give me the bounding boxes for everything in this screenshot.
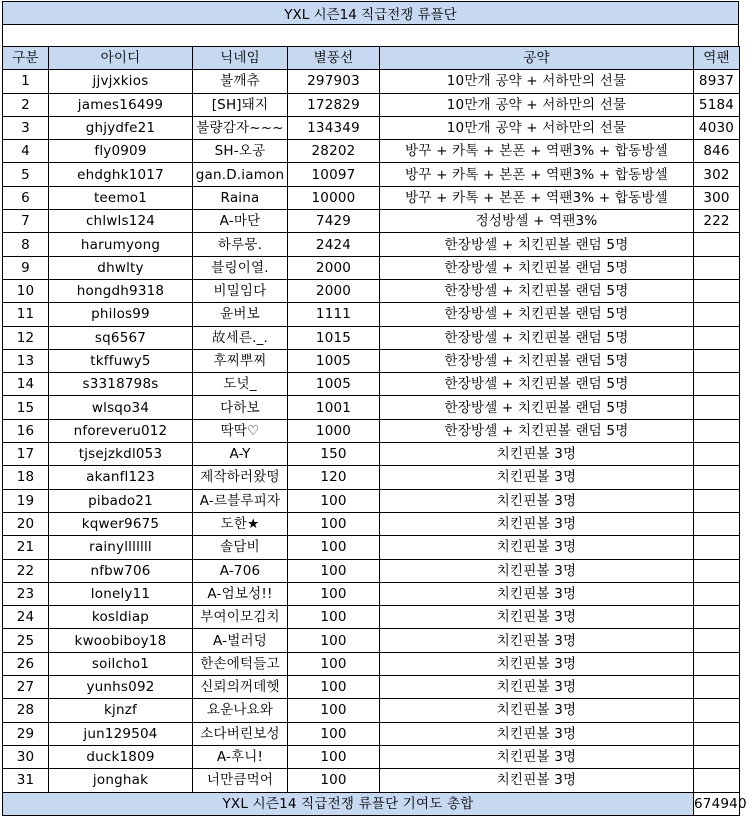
cell-fan	[694, 582, 740, 605]
cell-rank: 17	[3, 443, 49, 466]
table-row	[3, 256, 740, 279]
cell-fan: 4030	[694, 116, 740, 139]
table-row	[3, 396, 740, 419]
cell-nickname: 故세른._.	[193, 326, 288, 349]
table-body	[3, 70, 740, 792]
cell-fan	[694, 466, 740, 489]
cell-pledge: 방꾸 + 카톡 + 본폰 + 역팬3% + 합동방셀	[380, 186, 694, 209]
cell-pledge: 치킨핀볼 3명	[380, 652, 694, 675]
cell-rank: 23	[3, 582, 49, 605]
column-header-balloons: 별풍선	[288, 47, 380, 70]
cell-pledge: 치킨핀볼 3명	[380, 676, 694, 699]
cell-nickname: A-706	[193, 559, 288, 582]
cell-rank: 31	[3, 769, 49, 792]
cell-rank: 29	[3, 722, 49, 745]
cell-fan: 302	[694, 163, 740, 186]
cell-nickname: 불량감자~~~	[193, 116, 288, 139]
cell-id: tjsejzkdl053	[49, 443, 193, 466]
cell-balloons: 150	[288, 443, 380, 466]
cell-pledge: 한장방셀 + 치킨핀볼 랜덤 5명	[380, 303, 694, 326]
cell-balloons: 10097	[288, 163, 380, 186]
table-row	[3, 512, 740, 535]
cell-pledge: 치킨핀볼 3명	[380, 512, 694, 535]
cell-rank: 12	[3, 326, 49, 349]
cell-fan	[694, 559, 740, 582]
cell-id: akanfl123	[49, 466, 193, 489]
cell-fan	[694, 512, 740, 535]
cell-rank: 20	[3, 512, 49, 535]
cell-balloons: 28202	[288, 140, 380, 163]
cell-nickname: gan.D.iamon	[193, 163, 288, 186]
cell-balloons: 172829	[288, 93, 380, 116]
cell-nickname: 하루뭉.	[193, 233, 288, 256]
cell-rank: 19	[3, 489, 49, 512]
table-row	[3, 279, 740, 302]
cell-nickname: A-마단	[193, 210, 288, 233]
cell-pledge: 한장방셀 + 치킨핀볼 랜덤 5명	[380, 349, 694, 372]
cell-rank: 11	[3, 303, 49, 326]
column-header-rank: 구분	[3, 47, 49, 70]
cell-id: pibado21	[49, 489, 193, 512]
table-row	[3, 186, 740, 209]
cell-fan	[694, 279, 740, 302]
table-row	[3, 326, 740, 349]
column-header-row	[3, 47, 740, 70]
cell-id: kqwer9675	[49, 512, 193, 535]
cell-fan	[694, 396, 740, 419]
cell-nickname: 너만큼먹어	[193, 769, 288, 792]
cell-nickname: 후찌뿌찌	[193, 349, 288, 372]
cell-balloons: 100	[288, 559, 380, 582]
cell-fan	[694, 722, 740, 745]
cell-pledge: 치킨핀볼 3명	[380, 559, 694, 582]
contribution-table	[2, 46, 747, 816]
cell-id: ehdghk1017	[49, 163, 193, 186]
cell-rank: 5	[3, 163, 49, 186]
table-row	[3, 489, 740, 512]
cell-fan	[694, 629, 740, 652]
cell-balloons: 7429	[288, 210, 380, 233]
cell-balloons: 1005	[288, 349, 380, 372]
cell-rank: 22	[3, 559, 49, 582]
cell-rank: 27	[3, 676, 49, 699]
column-header-pledge: 공약	[380, 47, 694, 70]
cell-fan	[694, 373, 740, 396]
cell-pledge: 치킨핀볼 3명	[380, 443, 694, 466]
cell-id: nforeveru012	[49, 419, 193, 442]
cell-rank: 16	[3, 419, 49, 442]
cell-pledge: 한장방셀 + 치킨핀볼 랜덤 5명	[380, 419, 694, 442]
cell-rank: 25	[3, 629, 49, 652]
cell-id: jonghak	[49, 769, 193, 792]
cell-fan	[694, 443, 740, 466]
table-row	[3, 303, 740, 326]
cell-fan	[694, 676, 740, 699]
cell-pledge: 치킨핀볼 3명	[380, 769, 694, 792]
cell-pledge: 한장방셀 + 치킨핀볼 랜덤 5명	[380, 256, 694, 279]
cell-balloons: 100	[288, 582, 380, 605]
cell-id: philos99	[49, 303, 193, 326]
cell-rank: 1	[3, 70, 49, 93]
cell-id: jjvjxkios	[49, 70, 193, 93]
cell-id: rainylllllll	[49, 536, 193, 559]
cell-balloons: 100	[288, 676, 380, 699]
cell-rank: 4	[3, 140, 49, 163]
cell-rank: 7	[3, 210, 49, 233]
cell-rank: 3	[3, 116, 49, 139]
cell-nickname: A-Y	[193, 443, 288, 466]
table-title: YXL 시즌14 직급전쟁 류플단	[2, 1, 739, 25]
cell-id: nfbw706	[49, 559, 193, 582]
cell-fan	[694, 769, 740, 792]
cell-nickname: 제작하러왔떵	[193, 466, 288, 489]
table-row	[3, 606, 740, 629]
cell-pledge: 치킨핀볼 3명	[380, 466, 694, 489]
cell-balloons: 100	[288, 745, 380, 768]
cell-id: jun129504	[49, 722, 193, 745]
cell-balloons: 1005	[288, 373, 380, 396]
table-row	[3, 466, 740, 489]
cell-fan: 846	[694, 140, 740, 163]
cell-nickname: A-후니!	[193, 745, 288, 768]
cell-id: wlsqo34	[49, 396, 193, 419]
table-row	[3, 676, 740, 699]
cell-fan: 5184	[694, 93, 740, 116]
cell-balloons: 1001	[288, 396, 380, 419]
cell-id: lonely11	[49, 582, 193, 605]
cell-nickname: Raina	[193, 186, 288, 209]
cell-fan	[694, 419, 740, 442]
table-row	[3, 699, 740, 722]
cell-pledge: 한장방셀 + 치킨핀볼 랜덤 5명	[380, 373, 694, 396]
table-row	[3, 93, 740, 116]
cell-fan	[694, 652, 740, 675]
cell-pledge: 치킨핀볼 3명	[380, 745, 694, 768]
cell-balloons: 2424	[288, 233, 380, 256]
cell-id: soilcho1	[49, 652, 193, 675]
cell-id: chlwls124	[49, 210, 193, 233]
cell-rank: 2	[3, 93, 49, 116]
cell-fan	[694, 256, 740, 279]
cell-nickname: 신뢰의꺼데헷	[193, 676, 288, 699]
cell-id: tkffuwy5	[49, 349, 193, 372]
cell-rank: 14	[3, 373, 49, 396]
table-row	[3, 536, 740, 559]
table-row	[3, 443, 740, 466]
cell-nickname: 윤버보	[193, 303, 288, 326]
cell-rank: 24	[3, 606, 49, 629]
cell-pledge: 한장방셀 + 치킨핀볼 랜덤 5명	[380, 279, 694, 302]
cell-fan	[694, 326, 740, 349]
cell-balloons: 100	[288, 629, 380, 652]
table-row	[3, 582, 740, 605]
cell-balloons: 10000	[288, 186, 380, 209]
cell-id: s3318798s	[49, 373, 193, 396]
cell-nickname: 도한★	[193, 512, 288, 535]
cell-nickname: 한손에턱들고	[193, 652, 288, 675]
cell-nickname: 요운나요와	[193, 699, 288, 722]
cell-id: james16499	[49, 93, 193, 116]
column-header-nickname: 닉네임	[193, 47, 288, 70]
table-row	[3, 233, 740, 256]
cell-rank: 18	[3, 466, 49, 489]
blank-row	[2, 25, 739, 47]
cell-nickname: 부여이모김치	[193, 606, 288, 629]
cell-balloons: 1111	[288, 303, 380, 326]
table-row	[3, 349, 740, 372]
cell-fan: 8937	[694, 70, 740, 93]
table-row	[3, 140, 740, 163]
cell-id: kwoobiboy18	[49, 629, 193, 652]
cell-nickname: 비밀임다	[193, 279, 288, 302]
cell-balloons: 100	[288, 699, 380, 722]
cell-pledge: 한장방셀 + 치킨핀볼 랜덤 5명	[380, 233, 694, 256]
cell-balloons: 1000	[288, 419, 380, 442]
cell-balloons: 100	[288, 652, 380, 675]
cell-nickname: 솔담비	[193, 536, 288, 559]
cell-fan	[694, 745, 740, 768]
cell-pledge: 치킨핀볼 3명	[380, 536, 694, 559]
cell-pledge: 치킨핀볼 3명	[380, 582, 694, 605]
cell-rank: 8	[3, 233, 49, 256]
cell-balloons: 297903	[288, 70, 380, 93]
cell-pledge: 치킨핀볼 3명	[380, 722, 694, 745]
cell-nickname: 블링이열.	[193, 256, 288, 279]
total-row	[3, 792, 740, 815]
total-value: 674940	[694, 792, 740, 815]
cell-id: hongdh9318	[49, 279, 193, 302]
cell-rank: 6	[3, 186, 49, 209]
cell-pledge: 정성방셀 + 역팬3%	[380, 210, 694, 233]
cell-nickname: 다하보	[193, 396, 288, 419]
column-header-fan: 역팬	[694, 47, 740, 70]
cell-balloons: 100	[288, 512, 380, 535]
cell-nickname: 도넛_	[193, 373, 288, 396]
cell-id: ghjydfe21	[49, 116, 193, 139]
cell-pledge: 한장방셀 + 치킨핀볼 랜덤 5명	[380, 326, 694, 349]
cell-fan	[694, 536, 740, 559]
cell-nickname: A-엄보성!!	[193, 582, 288, 605]
cell-balloons: 100	[288, 722, 380, 745]
cell-rank: 26	[3, 652, 49, 675]
cell-pledge: 10만개 공약 + 서하만의 선물	[380, 116, 694, 139]
cell-fan	[694, 233, 740, 256]
cell-pledge: 치킨핀볼 3명	[380, 629, 694, 652]
cell-balloons: 1015	[288, 326, 380, 349]
cell-rank: 28	[3, 699, 49, 722]
cell-nickname: A-벌러덩	[193, 629, 288, 652]
cell-balloons: 2000	[288, 256, 380, 279]
cell-pledge: 치킨핀볼 3명	[380, 699, 694, 722]
cell-pledge: 10만개 공약 + 서하만의 선물	[380, 70, 694, 93]
cell-pledge: 한장방셀 + 치킨핀볼 랜덤 5명	[380, 396, 694, 419]
cell-id: duck1809	[49, 745, 193, 768]
cell-pledge: 치킨핀볼 3명	[380, 489, 694, 512]
cell-balloons: 100	[288, 489, 380, 512]
cell-id: kjnzf	[49, 699, 193, 722]
cell-balloons: 2000	[288, 279, 380, 302]
cell-nickname: SH-오공	[193, 140, 288, 163]
table-row	[3, 652, 740, 675]
cell-id: harumyong	[49, 233, 193, 256]
cell-id: sq6567	[49, 326, 193, 349]
cell-id: fly0909	[49, 140, 193, 163]
table-row	[3, 722, 740, 745]
table-row	[3, 210, 740, 233]
cell-fan	[694, 489, 740, 512]
column-header-id: 아이디	[49, 47, 193, 70]
cell-pledge: 10만개 공약 + 서하만의 선물	[380, 93, 694, 116]
cell-balloons: 120	[288, 466, 380, 489]
cell-pledge: 치킨핀볼 3명	[380, 606, 694, 629]
cell-rank: 15	[3, 396, 49, 419]
cell-rank: 13	[3, 349, 49, 372]
cell-rank: 10	[3, 279, 49, 302]
cell-rank: 30	[3, 745, 49, 768]
cell-nickname: A-르블루피자	[193, 489, 288, 512]
cell-rank: 21	[3, 536, 49, 559]
cell-nickname: 소다버린보성	[193, 722, 288, 745]
cell-balloons: 134349	[288, 116, 380, 139]
table-row	[3, 373, 740, 396]
cell-fan: 222	[694, 210, 740, 233]
cell-id: teemo1	[49, 186, 193, 209]
table-row	[3, 419, 740, 442]
cell-fan	[694, 303, 740, 326]
cell-nickname: 딱딱♡	[193, 419, 288, 442]
cell-id: kosldiap	[49, 606, 193, 629]
cell-balloons: 100	[288, 606, 380, 629]
cell-balloons: 100	[288, 769, 380, 792]
table-row	[3, 629, 740, 652]
cell-rank: 9	[3, 256, 49, 279]
cell-fan	[694, 699, 740, 722]
table-row	[3, 559, 740, 582]
cell-pledge: 방꾸 + 카톡 + 본폰 + 역팬3% + 합동방셀	[380, 163, 694, 186]
total-label: YXL 시즌14 직급전쟁 류플단 기여도 총합	[3, 792, 694, 815]
cell-fan: 300	[694, 186, 740, 209]
cell-balloons: 100	[288, 536, 380, 559]
table-row	[3, 745, 740, 768]
cell-id: dhwlty	[49, 256, 193, 279]
cell-nickname: 불깨츄	[193, 70, 288, 93]
cell-fan	[694, 349, 740, 372]
cell-nickname: [SH]돼지	[193, 93, 288, 116]
cell-id: yunhs092	[49, 676, 193, 699]
table-row	[3, 769, 740, 792]
table-row	[3, 116, 740, 139]
table-row	[3, 163, 740, 186]
cell-fan	[694, 606, 740, 629]
table-row	[3, 70, 740, 93]
cell-pledge: 방꾸 + 카톡 + 본폰 + 역팬3% + 합동방셀	[380, 140, 694, 163]
